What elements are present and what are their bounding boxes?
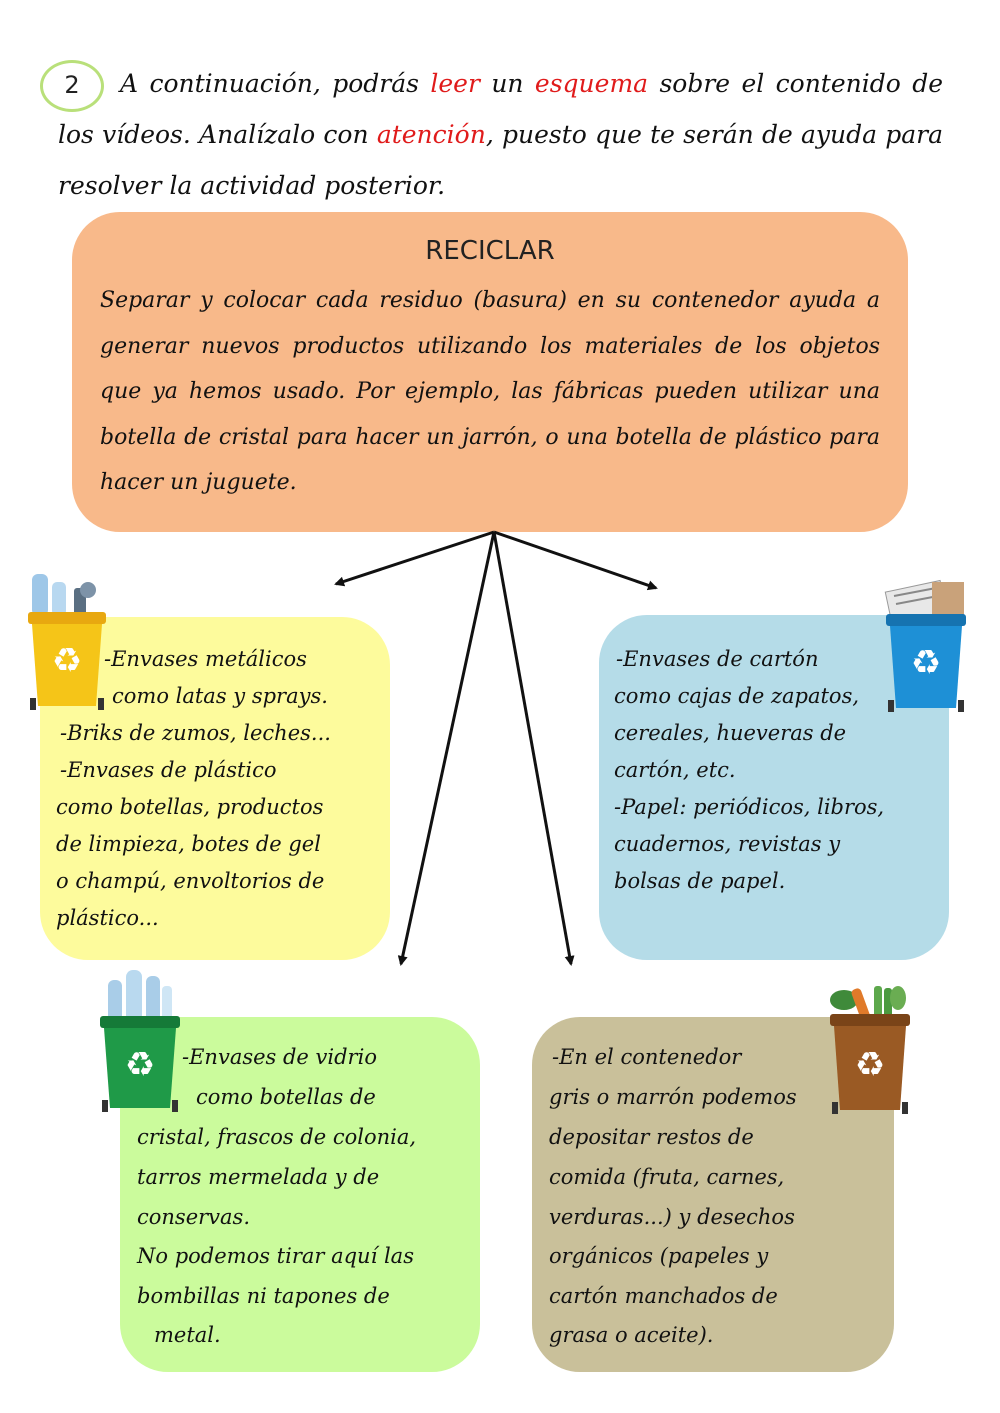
brown-line-5: verduras...) y desechos bbox=[549, 1205, 795, 1229]
arrow-to-brown bbox=[494, 532, 571, 964]
svg-text:♻: ♻ bbox=[854, 1045, 886, 1085]
green-line-8: metal. bbox=[154, 1323, 221, 1347]
brown-line-1: -En el contenedor bbox=[552, 1045, 742, 1069]
blue-recycle-bin-icon bbox=[880, 572, 972, 714]
instruction-part1: A continuación, podrás bbox=[120, 69, 431, 98]
activity-number: 2 bbox=[40, 60, 104, 112]
arrow-to-yellow bbox=[336, 532, 494, 584]
green-line-2: como botellas de bbox=[196, 1085, 376, 1109]
instruction-part3: sobre el contenido de los vídeos. Analízalo con bbox=[58, 69, 943, 149]
green-line-4: tarros mermelada y de bbox=[137, 1165, 380, 1189]
instruction-part2: un bbox=[479, 69, 535, 98]
brown-line-8: grasa o aceite). bbox=[549, 1323, 714, 1347]
green-recycle-bin-icon bbox=[98, 968, 182, 1114]
yellow-line-5: como botellas, productos bbox=[56, 795, 324, 819]
blue-line-2: como cajas de zapatos, bbox=[614, 684, 860, 708]
reciclar-text: Separar y colocar cada residuo (basura) en su contenedor ayuda a generar nuevos productos utilizando los materiales de los objetos que ya hemos usado. Por ejemplo, las fábricas pueden utilizar una botella de cristal para hacer un jarrón, o una botella de plástico para hacer un juguete. bbox=[100, 288, 880, 495]
yellow-line-6: de limpieza, botes de gel bbox=[56, 832, 321, 856]
green-line-7: bombillas ni tapones de bbox=[137, 1284, 390, 1308]
green-line-1: -Envases de vidrio bbox=[182, 1045, 377, 1069]
blue-line-3: cereales, hueveras de bbox=[614, 721, 847, 745]
yellow-line-4: -Envases de plástico bbox=[60, 758, 277, 782]
highlight-esquema: esquema bbox=[534, 69, 649, 98]
brown-line-3: depositar restos de bbox=[549, 1125, 754, 1149]
green-line-6: No podemos tirar aquí las bbox=[137, 1244, 414, 1268]
green-line-5: conservas. bbox=[137, 1205, 251, 1229]
blue-line-4: cartón, etc. bbox=[614, 758, 736, 782]
brown-line-6: orgánicos (papeles y bbox=[549, 1244, 769, 1268]
svg-text:♻: ♻ bbox=[51, 641, 83, 681]
brown-recycle-bin-icon bbox=[826, 980, 912, 1116]
highlight-atencion: atención bbox=[376, 120, 486, 149]
arrow-to-green bbox=[401, 532, 494, 964]
yellow-line-7: o champú, envoltorios de bbox=[56, 869, 325, 893]
brown-line-2: gris o marrón podemos bbox=[549, 1085, 797, 1109]
brown-line-4: comida (fruta, carnes, bbox=[549, 1165, 785, 1189]
blue-line-1: -Envases de cartón bbox=[616, 647, 819, 671]
brown-line-7: cartón manchados de bbox=[549, 1284, 778, 1308]
blue-line-5: -Papel: periódicos, libros, bbox=[614, 795, 885, 819]
svg-text:♻: ♻ bbox=[910, 643, 942, 683]
arrow-to-blue bbox=[494, 532, 656, 588]
blue-line-7: bolsas de papel. bbox=[614, 869, 786, 893]
svg-text:♻: ♻ bbox=[124, 1045, 156, 1085]
highlight-leer: leer bbox=[430, 69, 480, 98]
yellow-line-1: -Envases metálicos bbox=[104, 647, 307, 671]
reciclar-title: RECICLAR bbox=[425, 236, 555, 266]
yellow-line-2: como latas y sprays. bbox=[112, 684, 328, 708]
yellow-line-3: -Briks de zumos, leches... bbox=[60, 721, 331, 745]
blue-line-6: cuadernos, revistas y bbox=[614, 832, 841, 856]
instruction-part4: , puesto que te serán de ayuda para resolver la actividad posterior. bbox=[58, 120, 943, 200]
yellow-line-8: plástico... bbox=[56, 906, 159, 930]
green-line-3: cristal, frascos de colonia, bbox=[137, 1125, 417, 1149]
yellow-recycle-bin-icon bbox=[22, 568, 110, 712]
